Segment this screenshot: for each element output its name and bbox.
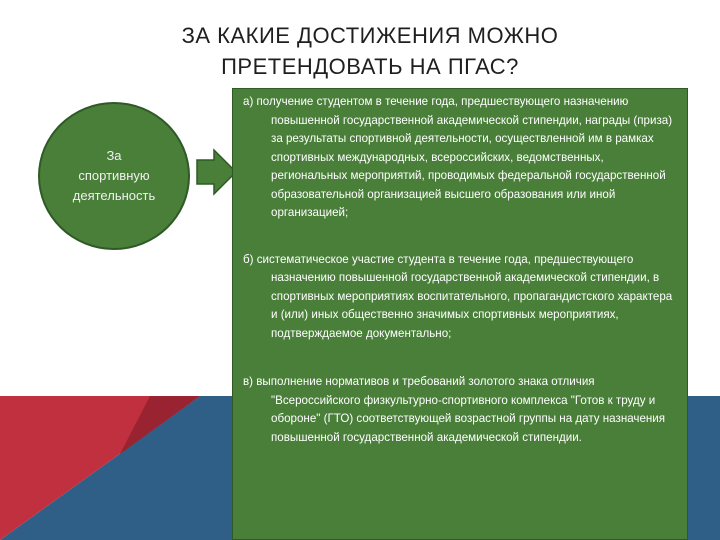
criterion-a: а) получение студентом в течение года, предшествующего назначению повышенной государственной академической стипендии, награды (приза) за результаты спортивной деятельности, осуществленной им в рамках спортивных международных, всероссийских, ведомственных, региональных мероприятий, проводимых федеральной государственной образовательной организацией высшего образования или иной организацией; bbox=[243, 95, 673, 219]
criterion-b: б) систематическое участие студента в течение года, предшествующего назначению повышенной государственной академической стипендии, в спортивных мероприятиях воспитательного, пропагандистского характера и (или) иных общественно значимых спортивных мероприятиях, подтверждаемое документально; bbox=[243, 252, 673, 340]
category-label-line-2: спортивную bbox=[78, 168, 150, 183]
category-label-line-3: деятельность bbox=[72, 188, 156, 203]
slide-title-line-2: ПРЕТЕНДОВАТЬ НА ПГАС? bbox=[221, 54, 519, 79]
slide-title bbox=[80, 20, 660, 82]
criteria-box bbox=[232, 88, 688, 540]
category-label-line-1: За bbox=[106, 148, 122, 163]
slide-title-line-1: ЗА КАКИЕ ДОСТИЖЕНИЯ МОЖНО bbox=[181, 23, 559, 48]
criterion-c: в) выполнение нормативов и требований золотого знака отличия "Всероссийского физкультурно-спортивного комплекса "Готов к труду и обороне" (ГТО) соответствующей возрастной группы на дату назначения повышенной государственной академической стипендии. bbox=[243, 375, 666, 444]
category-label bbox=[73, 146, 155, 206]
category-circle bbox=[38, 102, 190, 250]
